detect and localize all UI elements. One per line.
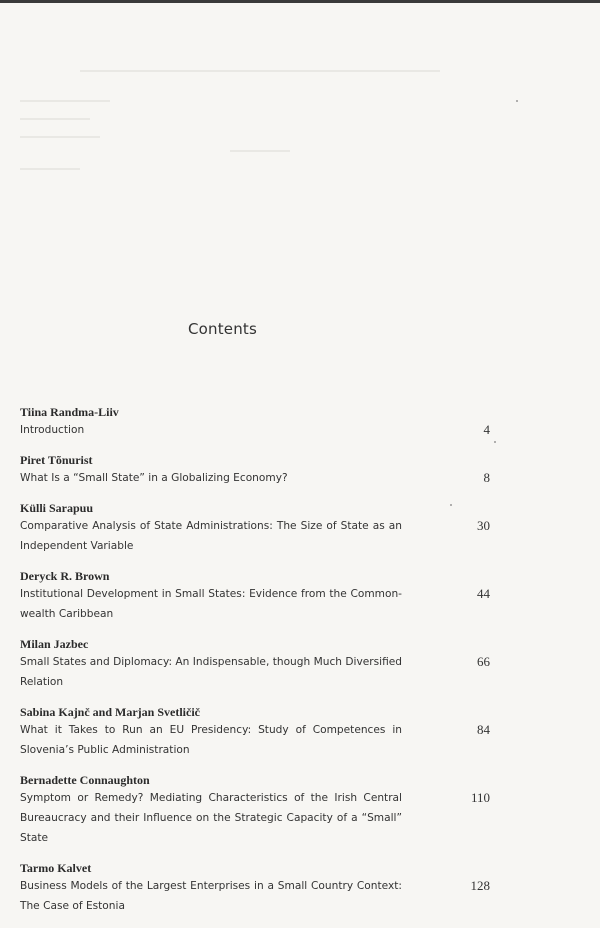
entry-author: Deryck R. Brown <box>20 569 110 583</box>
show-through-line <box>20 100 110 102</box>
show-through-line <box>20 118 90 120</box>
page-top-edge <box>0 0 600 3</box>
entry-page-number: 128 <box>470 878 490 893</box>
show-through-line <box>20 136 100 138</box>
toc-entry <box>20 636 490 692</box>
toc-entry <box>20 860 490 916</box>
paper-speck <box>494 441 496 443</box>
entry-page-number: 8 <box>483 470 490 485</box>
entry-page-number: 84 <box>477 722 490 737</box>
entry-author: Külli Sarapuu <box>20 501 94 515</box>
entry-title: Business Models of the Largest Enterprises in a Small Country Context: The Case of Estonia <box>20 880 402 912</box>
entry-author: Piret Tõnurist <box>20 453 93 467</box>
paper-speck <box>516 100 518 102</box>
entry-author: Tiina Randma-Liiv <box>20 405 119 419</box>
show-through-line <box>20 168 80 170</box>
entry-title: What it Takes to Run an EU Presidency: Study of Competences in Slovenia’s Public Administration <box>20 724 402 756</box>
entry-author: Sabina Kajnč and Marjan Svetličič <box>20 705 201 719</box>
toc-entry <box>20 404 490 440</box>
entry-page-number: 44 <box>477 586 490 601</box>
toc-entry <box>20 568 490 624</box>
entry-title: Introduction <box>20 424 85 436</box>
entry-title: Institutional Development in Small States: Evidence from the Common-wealth Caribbean <box>20 588 402 620</box>
entry-author: Bernadette Connaughton <box>20 773 150 787</box>
toc-entry <box>20 772 490 848</box>
entry-page-number: 4 <box>483 422 490 437</box>
show-through-line <box>230 150 290 152</box>
entry-author: Tarmo Kalvet <box>20 861 92 875</box>
entry-page-number: 30 <box>477 518 490 533</box>
entry-page-number: 110 <box>470 790 490 805</box>
toc-entry <box>20 452 490 488</box>
entry-author: Milan Jazbec <box>20 637 89 651</box>
toc-entry <box>20 704 490 760</box>
show-through-line <box>80 70 440 72</box>
entry-title: Symptom or Remedy? Mediating Characteristics of the Irish Central Bureaucracy and their Influence on the Strategic Capacity of a “Small” State <box>20 792 402 844</box>
entry-title: What Is a “Small State” in a Globalizing Economy? <box>20 472 288 484</box>
entry-title: Comparative Analysis of State Administrations: The Size of State as an Independent Variable <box>20 520 402 552</box>
table-of-contents <box>20 404 490 928</box>
entry-title: Small States and Diplomacy: An Indispensable, though Much Diversified Relation <box>20 656 402 688</box>
entry-page-number: 66 <box>477 654 490 669</box>
page-title: Contents <box>187 320 258 338</box>
toc-entry <box>20 500 490 556</box>
